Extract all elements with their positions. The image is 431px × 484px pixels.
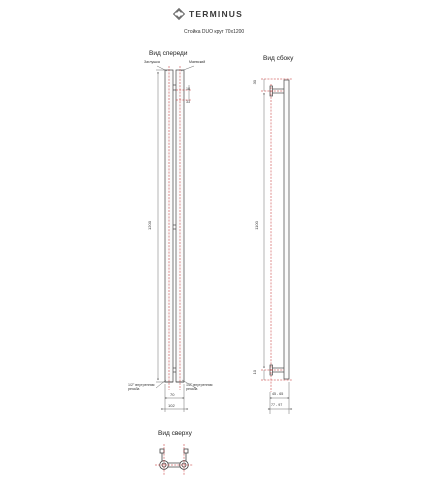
side-view-title: Вид сбоку <box>263 55 294 62</box>
side-height-dim: 1100 <box>253 221 259 230</box>
dim-77-97: 77 - 97 <box>271 403 283 407</box>
dim-18: 18 <box>186 87 190 91</box>
side-bottom-dim-wrap <box>253 370 263 376</box>
thread-right-label: 1/2" внутренняя резьба <box>186 383 213 391</box>
front-height-dim-wrap <box>144 222 158 230</box>
front-view-drawing <box>165 70 184 382</box>
plug-label: Заглушка <box>144 60 160 64</box>
dim-70: 70 <box>170 392 175 397</box>
side-bottom-dim: 10 <box>252 369 258 375</box>
mayevsky-label: Маевский <box>189 60 206 64</box>
thread-left-label: 1/2" внутренняя резьба <box>128 383 155 391</box>
front-height-dim: 1200 <box>146 221 152 230</box>
side-top-dim: 30 <box>252 79 258 85</box>
dim-45-65: 45 - 65 <box>272 392 284 396</box>
top-view-title: Вид сверху <box>158 430 192 437</box>
side-view-drawing <box>270 80 289 379</box>
brand-name: TERMINUS <box>189 9 243 19</box>
side-height-dim-wrap <box>251 222 265 230</box>
dim-102: 102 <box>168 403 175 408</box>
side-top-dim-wrap <box>253 80 263 86</box>
front-view-title: Вид спереди <box>149 50 188 57</box>
dim-33: 33 <box>186 100 190 104</box>
product-subtitle: Стойка DUO круг 70x1200 <box>184 29 245 35</box>
